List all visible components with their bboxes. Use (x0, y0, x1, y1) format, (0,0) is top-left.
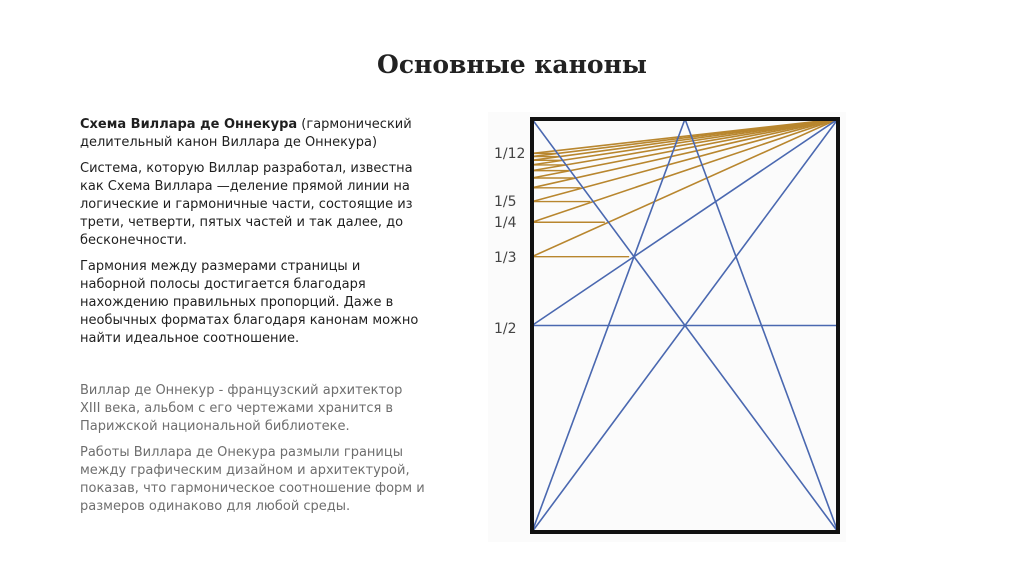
paragraph-harmony: Гармония между размерами страницы и наборной полосы достигается благодаря нахождению правильных пропорций. Даже в необычных форматах благодаря канонам можно найти идеальное соотношение. (80, 259, 419, 346)
fraction-label-1-4: 1/4 (494, 215, 517, 231)
villard-diagram-svg (488, 112, 846, 542)
intro-rest: (гармонический делительный канон Виллара де Оннекура) (80, 117, 412, 150)
division-line-1-4 (532, 119, 838, 222)
division-line-1-8 (532, 119, 838, 171)
slide-title: Основные каноны (377, 50, 647, 79)
fraction-label-1-2: 1/2 (494, 321, 517, 337)
paragraph-villard-legacy: Работы Виллара де Онекура размыли границы между графическим дизайном и архитектурой, показав, что гармоническое соотношение форм и размеров одинаково для любой среды. (80, 445, 425, 514)
paragraph-system: Система, которую Виллар разработал, известна как Схема Виллара —деление прямой линии на логические и гармоничные части, состоящие из трети, четверти, пятых частей и так далее, до бесконечности. (80, 161, 413, 248)
text-column (80, 116, 425, 524)
villard-diagram (488, 112, 846, 542)
fraction-label-1-3: 1/3 (494, 250, 517, 266)
division-line-1-5 (532, 119, 838, 202)
fraction-label-1-5: 1/5 (494, 194, 517, 210)
paragraph-villard-bio: Виллар де Оннекур - французский архитектор XIII века, альбом с его чертежами хранится в Парижской национальной библиотеке. (80, 383, 403, 434)
intro-paragraph (80, 116, 425, 152)
fraction-label-1-12: 1/12 (494, 146, 526, 162)
intro-bold-title: Схема Виллара де Оннекура (80, 117, 298, 132)
